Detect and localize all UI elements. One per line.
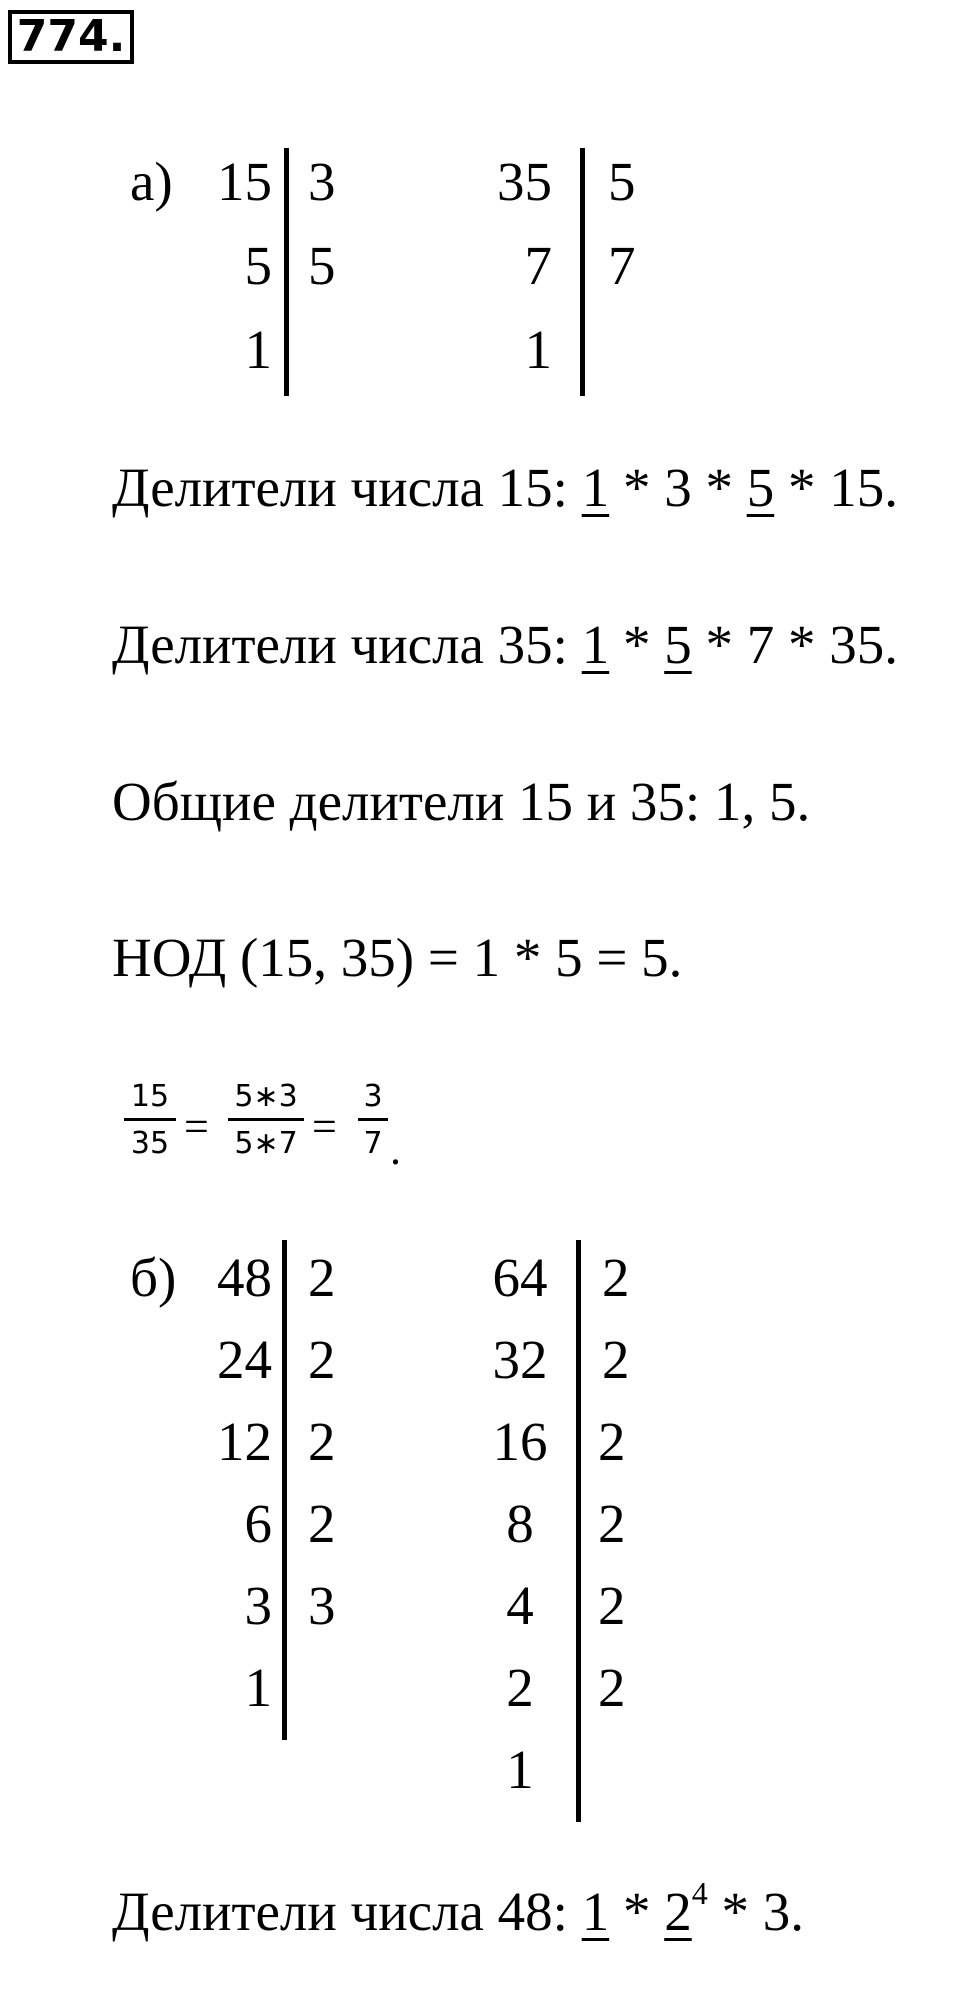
text: * — [609, 614, 665, 675]
underlined-divisor: 5 — [664, 614, 692, 675]
part-b-label: б) — [130, 1247, 177, 1308]
text: Делители числа 48: — [112, 1881, 582, 1942]
text: * — [609, 1881, 665, 1942]
table-cell: 5 — [244, 235, 272, 296]
table-cell: 24 — [217, 1329, 272, 1390]
numerator: 3 — [363, 1079, 383, 1114]
underlined-divisor: 1 — [581, 614, 610, 675]
table-cell: 64 — [492, 1247, 548, 1308]
divisors-35-line — [112, 615, 898, 675]
exponent: 4 — [691, 1875, 708, 1911]
table-cell: 2 — [598, 1493, 626, 1554]
underlined-divisor: 5 — [746, 457, 775, 518]
table-cell: 35 — [497, 151, 552, 212]
table-cell: 3 — [244, 1575, 272, 1636]
divider-line — [282, 1240, 287, 1740]
table-cell: 16 — [492, 1411, 548, 1472]
underlined-divisor: 1 — [581, 1881, 610, 1942]
denominator: 35 — [130, 1126, 170, 1161]
table-cell: 2 — [308, 1247, 336, 1308]
common-divisors-line: Общие делители 15 и 35: 1, 5. — [112, 771, 811, 832]
divider-line — [576, 1240, 581, 1822]
text: * 7 * 35. — [691, 614, 898, 675]
table-cell: 2 — [308, 1411, 336, 1472]
table-cell: 2 — [506, 1657, 534, 1718]
table-cell: 1 — [244, 319, 272, 380]
table-cell: 1 — [244, 1657, 272, 1718]
divisors-15-line — [112, 458, 898, 518]
text: Делители числа 35: — [112, 614, 582, 675]
table-cell: 2 — [308, 1493, 336, 1554]
table-cell: 2 — [308, 1329, 336, 1390]
table-cell: 1 — [524, 319, 552, 380]
underlined-divisor: 1 — [581, 457, 610, 518]
fraction-bar — [228, 1118, 304, 1121]
fraction-bar — [358, 1118, 388, 1121]
table-cell: 3 — [308, 151, 336, 212]
table-cell: 4 — [506, 1575, 534, 1636]
table-cell: 2 — [598, 1657, 626, 1718]
table-cell: 2 — [598, 1575, 626, 1636]
table-cell: 32 — [492, 1329, 548, 1390]
numerator: 5∗3 — [234, 1079, 298, 1114]
denominator: 5∗7 — [234, 1126, 298, 1161]
table-cell: 5 — [308, 235, 336, 296]
equals-sign: = — [312, 1102, 337, 1151]
fraction-5x3-5x7 — [228, 1080, 304, 1161]
text: Делители числа 15: — [112, 457, 582, 518]
table-cell: 2 — [602, 1247, 630, 1308]
table-cell: 12 — [217, 1411, 272, 1472]
table-cell: 7 — [608, 235, 636, 296]
divisors-48-line — [112, 1875, 804, 1942]
denominator: 7 — [363, 1126, 383, 1161]
table-cell: 3 — [308, 1575, 336, 1636]
fraction-15-35 — [124, 1080, 176, 1161]
part-a-label: а) — [130, 151, 173, 212]
numerator: 15 — [130, 1079, 170, 1114]
divider-line — [580, 148, 585, 396]
table-cell: 2 — [602, 1329, 630, 1390]
table-cell: 6 — [244, 1493, 272, 1554]
text: * 3. — [707, 1881, 804, 1942]
gcd-line: НОД (15, 35) = 1 * 5 = 5. — [112, 927, 683, 988]
text: * 15. — [774, 457, 898, 518]
table-cell: 48 — [217, 1247, 272, 1308]
period: . — [390, 1125, 401, 1174]
fraction-bar — [124, 1118, 176, 1121]
table-cell: 8 — [506, 1493, 534, 1554]
table-cell: 15 — [217, 151, 272, 212]
problem-number: 774. — [8, 10, 134, 64]
divider-line — [284, 148, 289, 396]
table-cell: 1 — [506, 1739, 534, 1800]
table-cell: 5 — [608, 151, 636, 212]
underlined-divisor: 2 — [664, 1881, 692, 1942]
table-cell: 2 — [598, 1411, 626, 1472]
text: * 3 * — [609, 457, 747, 518]
fraction-3-7 — [358, 1080, 388, 1161]
equals-sign: = — [184, 1102, 209, 1151]
table-cell: 7 — [524, 235, 552, 296]
